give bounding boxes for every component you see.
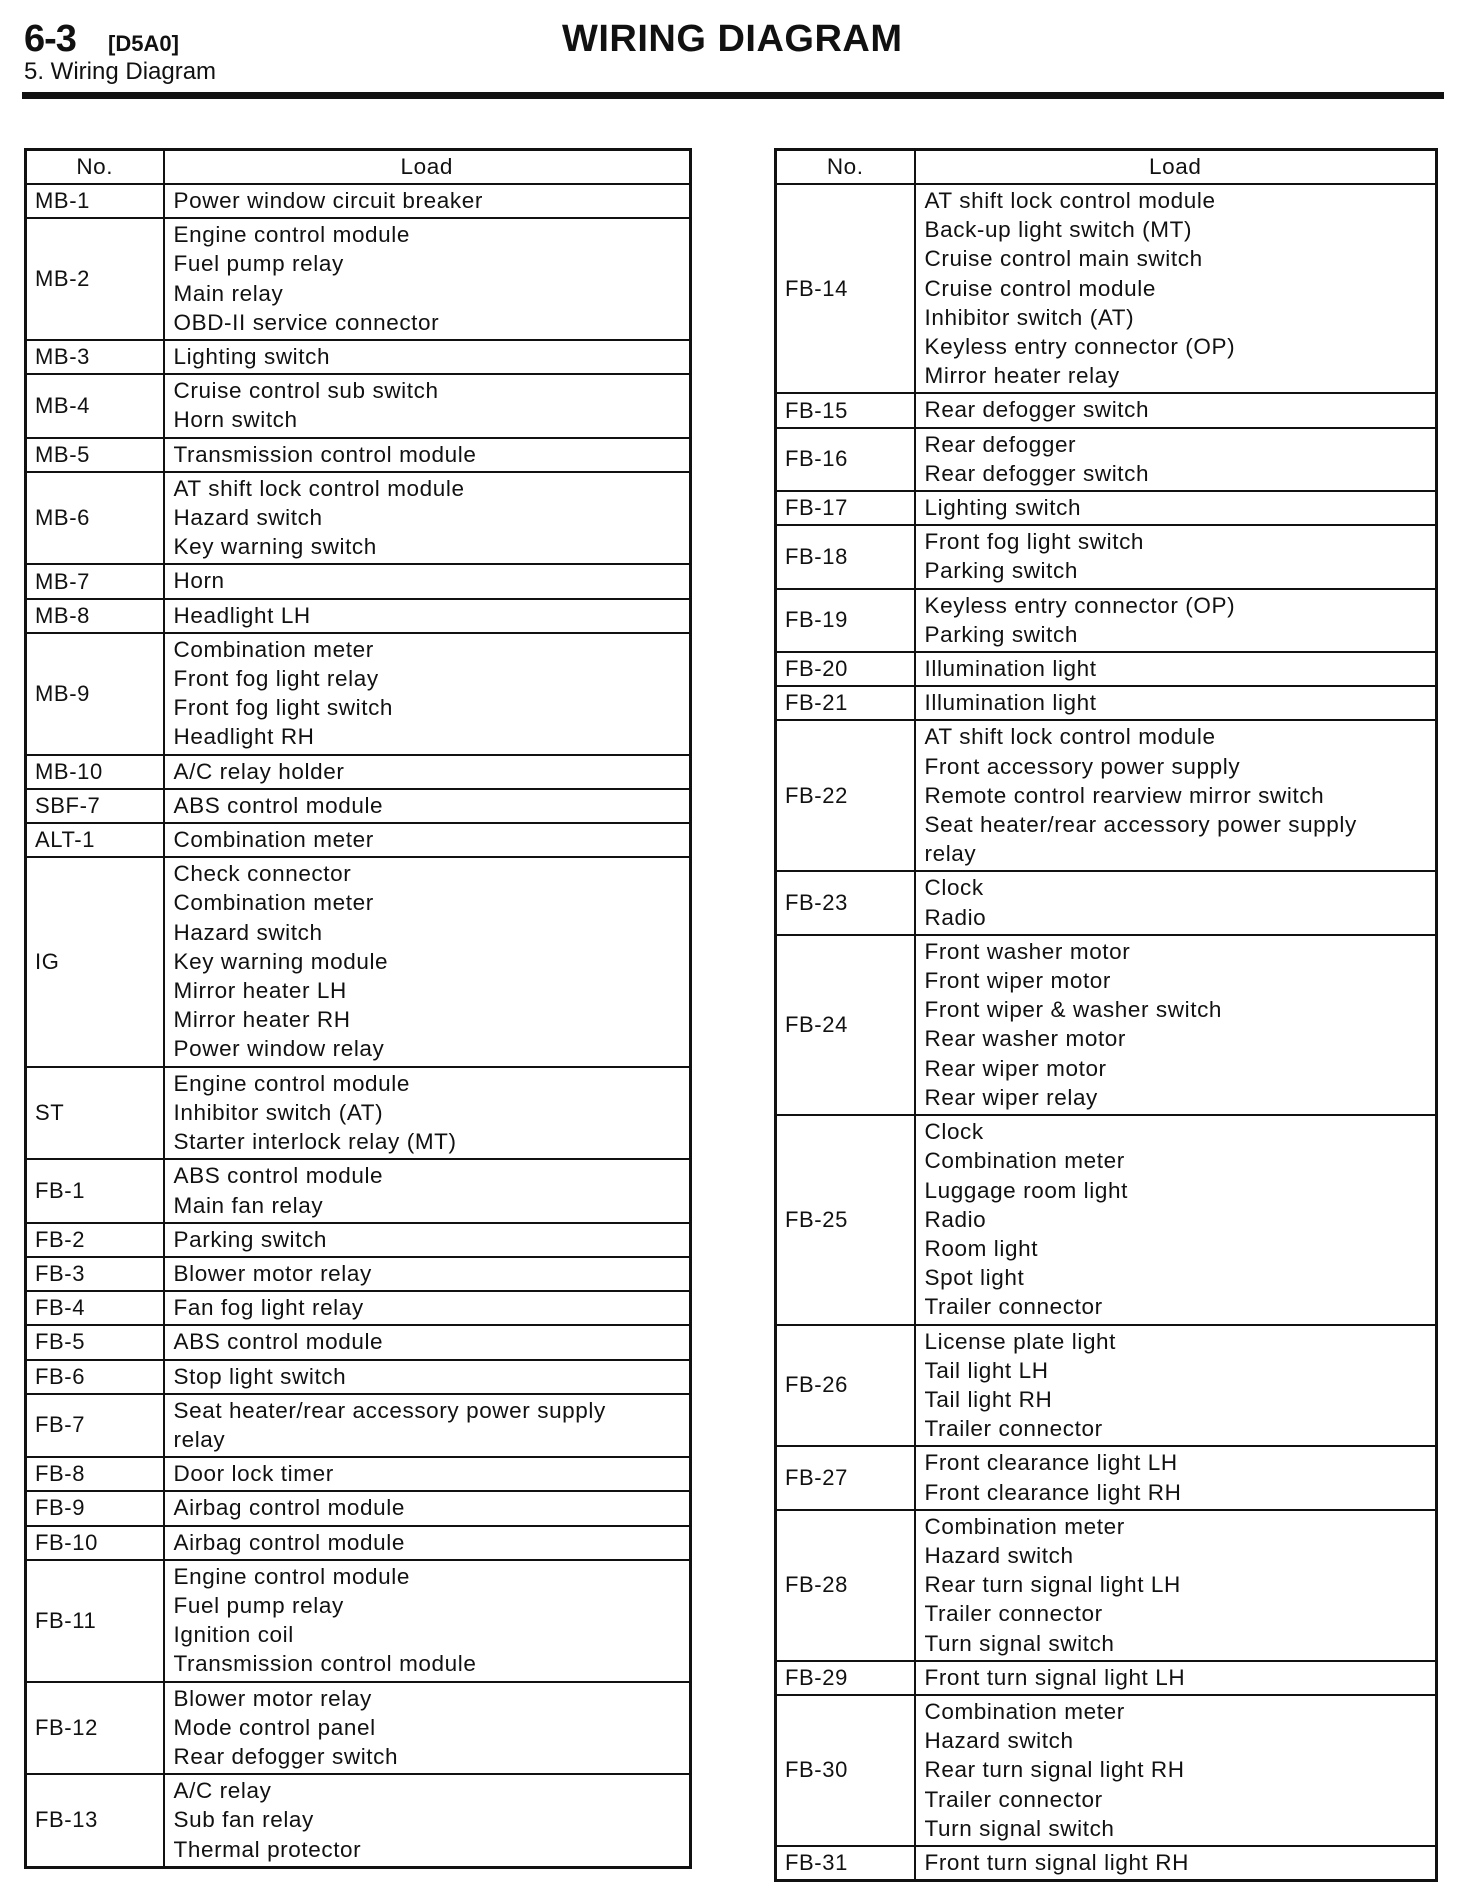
load-item: Combination meter [173, 890, 374, 916]
table-row [26, 857, 691, 1066]
table-row [776, 652, 1437, 686]
load-cell [915, 428, 1437, 491]
fuse-number: FB-24 [776, 935, 915, 1115]
page-title: WIRING DIAGRAM [562, 18, 903, 60]
load-item: Fuel pump relay [173, 1592, 344, 1618]
table-row [26, 1526, 691, 1560]
table-row [26, 599, 691, 633]
load-item: Back-up light switch (MT) [924, 217, 1193, 243]
fuse-number: SBF-7 [26, 789, 164, 823]
fuse-number: ST [26, 1067, 164, 1160]
load-item: Engine control module [173, 1070, 410, 1096]
col-header-no: No. [26, 150, 164, 185]
fuse-number: FB-29 [776, 1661, 915, 1695]
load-item: Power window relay [173, 1036, 385, 1062]
table-row [776, 525, 1437, 588]
table-row [26, 374, 691, 437]
load-item: Trailer connector [924, 1416, 1103, 1442]
table-row [26, 564, 691, 598]
load-cell [164, 1360, 691, 1394]
load-cell [164, 789, 691, 823]
load-item: Hazard switch [173, 919, 323, 945]
page-number: 6-3 [24, 18, 76, 60]
fuse-number: FB-6 [26, 1360, 164, 1394]
load-item: Rear wiper motor [924, 1055, 1107, 1081]
load-cell [164, 1457, 691, 1491]
table-header-row [26, 150, 691, 185]
load-item: Mirror heater relay [924, 363, 1120, 389]
table-row [26, 340, 691, 374]
load-item: ABS control module [173, 1163, 384, 1189]
fuse-number: FB-22 [776, 720, 915, 871]
load-item: ABS control module [173, 1329, 384, 1355]
fuse-number: FB-26 [776, 1325, 915, 1447]
load-item: Front clearance light RH [924, 1479, 1182, 1505]
load-cell [915, 184, 1437, 393]
load-cell [164, 1774, 691, 1867]
table-row [776, 1661, 1437, 1695]
load-item: Rear defogger [924, 431, 1077, 457]
load-item: Fan fog light relay [173, 1295, 364, 1321]
load-cell [915, 652, 1437, 686]
table-row [26, 755, 691, 789]
load-item: Front wiper & washer switch [924, 997, 1223, 1023]
table-row [26, 789, 691, 823]
load-item: Parking switch [924, 558, 1078, 584]
table-row [26, 1560, 691, 1682]
fuse-number: FB-19 [776, 589, 915, 652]
load-item: Rear defogger switch [924, 397, 1150, 423]
fuse-number: FB-8 [26, 1457, 164, 1491]
load-item: Inhibitor switch (AT) [173, 1099, 384, 1125]
load-item: Clock [924, 1119, 984, 1145]
fuse-number: FB-9 [26, 1491, 164, 1525]
load-item: Airbag control module [173, 1529, 405, 1555]
table-row [26, 1067, 691, 1160]
load-item: Illumination light [924, 656, 1097, 682]
load-cell [915, 525, 1437, 588]
table-row [26, 1457, 691, 1491]
header-rule [22, 92, 1444, 99]
table-row [776, 589, 1437, 652]
table-row [26, 1394, 691, 1457]
load-item: Starter interlock relay (MT) [173, 1129, 457, 1155]
load-item: AT shift lock control module [924, 724, 1216, 750]
fuse-number: FB-7 [26, 1394, 164, 1457]
table-row [26, 184, 691, 218]
load-item: Main relay [173, 280, 284, 306]
load-item: Seat heater/rear accessory power supply [173, 1397, 606, 1423]
table-row [26, 1223, 691, 1257]
load-item: A/C relay holder [173, 758, 345, 784]
load-item: Keyless entry connector (OP) [924, 592, 1236, 618]
load-cell [915, 1661, 1437, 1695]
load-item: Sub fan relay [173, 1807, 314, 1833]
load-item: Key warning switch [173, 534, 377, 560]
load-cell [915, 686, 1437, 720]
load-item: Engine control module [173, 222, 410, 248]
table-row [776, 871, 1437, 934]
fuse-number: MB-2 [26, 218, 164, 340]
table-row [776, 1846, 1437, 1881]
load-item: Rear washer motor [924, 1026, 1127, 1052]
load-cell [164, 472, 691, 565]
load-cell [164, 1526, 691, 1560]
load-item: Keyless entry connector (OP) [924, 334, 1236, 360]
fuse-number: MB-3 [26, 340, 164, 374]
load-item: Combination meter [173, 827, 374, 853]
table-row [776, 428, 1437, 491]
table-row [776, 1510, 1437, 1661]
load-item: Combination meter [924, 1513, 1125, 1539]
load-cell [915, 393, 1437, 427]
load-item: Headlight RH [173, 724, 315, 750]
load-item: Seat heater/rear accessory power supply [924, 812, 1357, 838]
load-cell [164, 218, 691, 340]
load-item: Key warning module [173, 948, 389, 974]
load-cell [915, 935, 1437, 1115]
load-cell [164, 1159, 691, 1222]
load-item: Horn switch [173, 407, 298, 433]
table-row [26, 823, 691, 857]
fuse-number: FB-10 [26, 1526, 164, 1560]
fuse-number: FB-21 [776, 686, 915, 720]
load-cell [164, 1291, 691, 1325]
load-cell [915, 1325, 1437, 1447]
load-item: Airbag control module [173, 1495, 405, 1521]
load-item: Transmission control module [173, 1651, 477, 1677]
table-row [26, 1159, 691, 1222]
table-row [776, 935, 1437, 1115]
load-cell [164, 599, 691, 633]
load-cell [164, 1223, 691, 1257]
load-item: Radio [924, 1206, 987, 1232]
load-item: Trailer connector [924, 1601, 1103, 1627]
load-item: Room light [924, 1235, 1039, 1261]
fuse-number: MB-9 [26, 633, 164, 755]
load-cell [164, 1067, 691, 1160]
load-cell [164, 755, 691, 789]
fuse-number: FB-2 [26, 1223, 164, 1257]
load-item: Trailer connector [924, 1786, 1103, 1812]
load-cell [915, 871, 1437, 934]
load-item: Luggage room light [924, 1177, 1128, 1203]
load-cell [915, 1446, 1437, 1509]
col-header-load: Load [915, 150, 1437, 185]
load-cell [164, 564, 691, 598]
load-cell [915, 1510, 1437, 1661]
load-item: Parking switch [924, 621, 1078, 647]
load-item: Front wiper motor [924, 968, 1111, 994]
table-row [776, 686, 1437, 720]
fuse-number: FB-5 [26, 1325, 164, 1359]
fuse-number: FB-16 [776, 428, 915, 491]
fuse-number: MB-10 [26, 755, 164, 789]
fuse-number: FB-18 [776, 525, 915, 588]
fuse-number: MB-5 [26, 438, 164, 472]
load-item: relay [924, 841, 977, 867]
fuse-number: FB-20 [776, 652, 915, 686]
load-item: Horn [173, 568, 225, 594]
load-item: Front fog light switch [924, 529, 1145, 555]
load-cell [915, 1115, 1437, 1324]
fuse-number: FB-31 [776, 1846, 915, 1881]
fuse-number: FB-28 [776, 1510, 915, 1661]
load-item: Combination meter [924, 1698, 1125, 1724]
load-item: Combination meter [924, 1148, 1125, 1174]
load-item: Blower motor relay [173, 1685, 372, 1711]
load-cell [915, 1695, 1437, 1846]
load-item: Front fog light switch [173, 695, 394, 721]
load-cell [164, 857, 691, 1066]
col-header-load: Load [164, 150, 691, 185]
load-item: Cruise control sub switch [173, 378, 439, 404]
fuse-number: MB-4 [26, 374, 164, 437]
fuse-number: FB-4 [26, 1291, 164, 1325]
fuse-number: FB-14 [776, 184, 915, 393]
fuse-number: FB-13 [26, 1774, 164, 1867]
left-load-table [24, 148, 692, 1869]
table-row [26, 1682, 691, 1775]
load-item: Front fog light relay [173, 666, 379, 692]
fuse-number: MB-6 [26, 472, 164, 565]
load-item: Remote control rearview mirror switch [924, 782, 1325, 808]
load-item: Front turn signal light LH [924, 1664, 1186, 1690]
load-item: A/C relay [173, 1778, 272, 1804]
load-item: Hazard switch [924, 1542, 1074, 1568]
fuse-number: FB-12 [26, 1682, 164, 1775]
fuse-number: FB-3 [26, 1257, 164, 1291]
load-item: Rear defogger switch [924, 460, 1150, 486]
load-cell [164, 1682, 691, 1775]
table-row [26, 1325, 691, 1359]
load-cell [915, 1846, 1437, 1881]
load-cell [164, 340, 691, 374]
load-item: AT shift lock control module [173, 475, 465, 501]
load-item: Check connector [173, 861, 352, 887]
load-item: Door lock timer [173, 1461, 334, 1487]
table-row [26, 633, 691, 755]
table-row [26, 218, 691, 340]
load-item: Cruise control module [924, 275, 1156, 301]
load-item: Front washer motor [924, 938, 1131, 964]
load-item: Inhibitor switch (AT) [924, 304, 1135, 330]
fuse-number: MB-7 [26, 564, 164, 598]
load-cell [915, 589, 1437, 652]
fuse-number: FB-11 [26, 1560, 164, 1682]
load-item: Front turn signal light RH [924, 1849, 1189, 1875]
fuse-number: IG [26, 857, 164, 1066]
load-item: Ignition coil [173, 1622, 294, 1648]
load-item: Turn signal switch [924, 1815, 1115, 1841]
load-item: Front accessory power supply [924, 753, 1241, 779]
load-item: OBD-II service connector [173, 309, 440, 335]
load-item: Mirror heater LH [173, 978, 347, 1004]
table-row [776, 1115, 1437, 1324]
load-item: Hazard switch [924, 1728, 1074, 1754]
load-item: Headlight LH [173, 602, 311, 628]
load-item: Fuel pump relay [173, 251, 344, 277]
table-row [776, 491, 1437, 525]
table-row [26, 472, 691, 565]
load-item: Engine control module [173, 1563, 410, 1589]
load-item: Thermal protector [173, 1836, 362, 1862]
load-item: relay [173, 1426, 226, 1452]
fuse-number: FB-17 [776, 491, 915, 525]
load-item: Tail light LH [924, 1357, 1049, 1383]
load-item: Turn signal switch [924, 1630, 1115, 1656]
load-item: Rear turn signal light LH [924, 1572, 1181, 1598]
load-item: Rear defogger switch [173, 1743, 399, 1769]
fuse-number: MB-8 [26, 599, 164, 633]
load-cell [164, 438, 691, 472]
section-heading: 5. Wiring Diagram [24, 58, 217, 85]
load-item: Parking switch [173, 1226, 327, 1252]
load-item: Rear wiper relay [924, 1084, 1098, 1110]
table-row [26, 1291, 691, 1325]
load-cell [164, 1257, 691, 1291]
table-row [776, 720, 1437, 871]
load-cell [164, 184, 691, 218]
load-cell [164, 1560, 691, 1682]
load-item: Illumination light [924, 690, 1097, 716]
load-item: Power window circuit breaker [173, 188, 483, 213]
load-item: Lighting switch [924, 495, 1082, 521]
load-item: Rear turn signal light RH [924, 1757, 1185, 1783]
load-item: Mode control panel [173, 1714, 376, 1740]
table-row [776, 1695, 1437, 1846]
load-item: Tail light RH [924, 1386, 1053, 1412]
load-cell [164, 823, 691, 857]
load-cell [164, 1394, 691, 1457]
fuse-number: FB-23 [776, 871, 915, 934]
load-item: Spot light [924, 1265, 1025, 1291]
load-item: Mirror heater RH [173, 1007, 351, 1033]
load-item: Blower motor relay [173, 1260, 372, 1286]
load-cell [915, 491, 1437, 525]
fuse-number: ALT-1 [26, 823, 164, 857]
load-cell [164, 633, 691, 755]
table-row [26, 1491, 691, 1525]
load-item: Cruise control main switch [924, 246, 1203, 272]
load-item: Stop light switch [173, 1363, 347, 1389]
table-row [26, 1774, 691, 1867]
load-item: Lighting switch [173, 344, 331, 370]
table-row [776, 1325, 1437, 1447]
load-item: Combination meter [173, 636, 374, 662]
load-cell [915, 720, 1437, 871]
load-item: License plate light [924, 1328, 1117, 1354]
load-item: Clock [924, 875, 984, 901]
table-row [26, 438, 691, 472]
load-item: Front clearance light LH [924, 1450, 1178, 1476]
table-row [776, 1446, 1437, 1509]
load-cell [164, 1491, 691, 1525]
load-item: Hazard switch [173, 505, 323, 531]
fuse-number: FB-25 [776, 1115, 915, 1324]
page-code: [D5A0] [108, 31, 179, 56]
load-item: Main fan relay [173, 1192, 324, 1218]
fuse-number: FB-15 [776, 393, 915, 427]
table-row [776, 184, 1437, 393]
load-item: Transmission control module [173, 441, 477, 467]
load-item: Radio [924, 904, 987, 930]
table-row [26, 1257, 691, 1291]
table-header-row [776, 150, 1437, 185]
fuse-number: FB-1 [26, 1159, 164, 1222]
right-load-table [774, 148, 1438, 1882]
load-item: AT shift lock control module [924, 188, 1216, 213]
table-row [776, 393, 1437, 427]
load-cell [164, 374, 691, 437]
load-item: ABS control module [173, 792, 384, 818]
col-header-no: No. [776, 150, 915, 185]
load-item: Trailer connector [924, 1294, 1103, 1320]
fuse-number: FB-27 [776, 1446, 915, 1509]
load-cell [164, 1325, 691, 1359]
fuse-number: FB-30 [776, 1695, 915, 1846]
table-row [26, 1360, 691, 1394]
fuse-number: MB-1 [26, 184, 164, 218]
